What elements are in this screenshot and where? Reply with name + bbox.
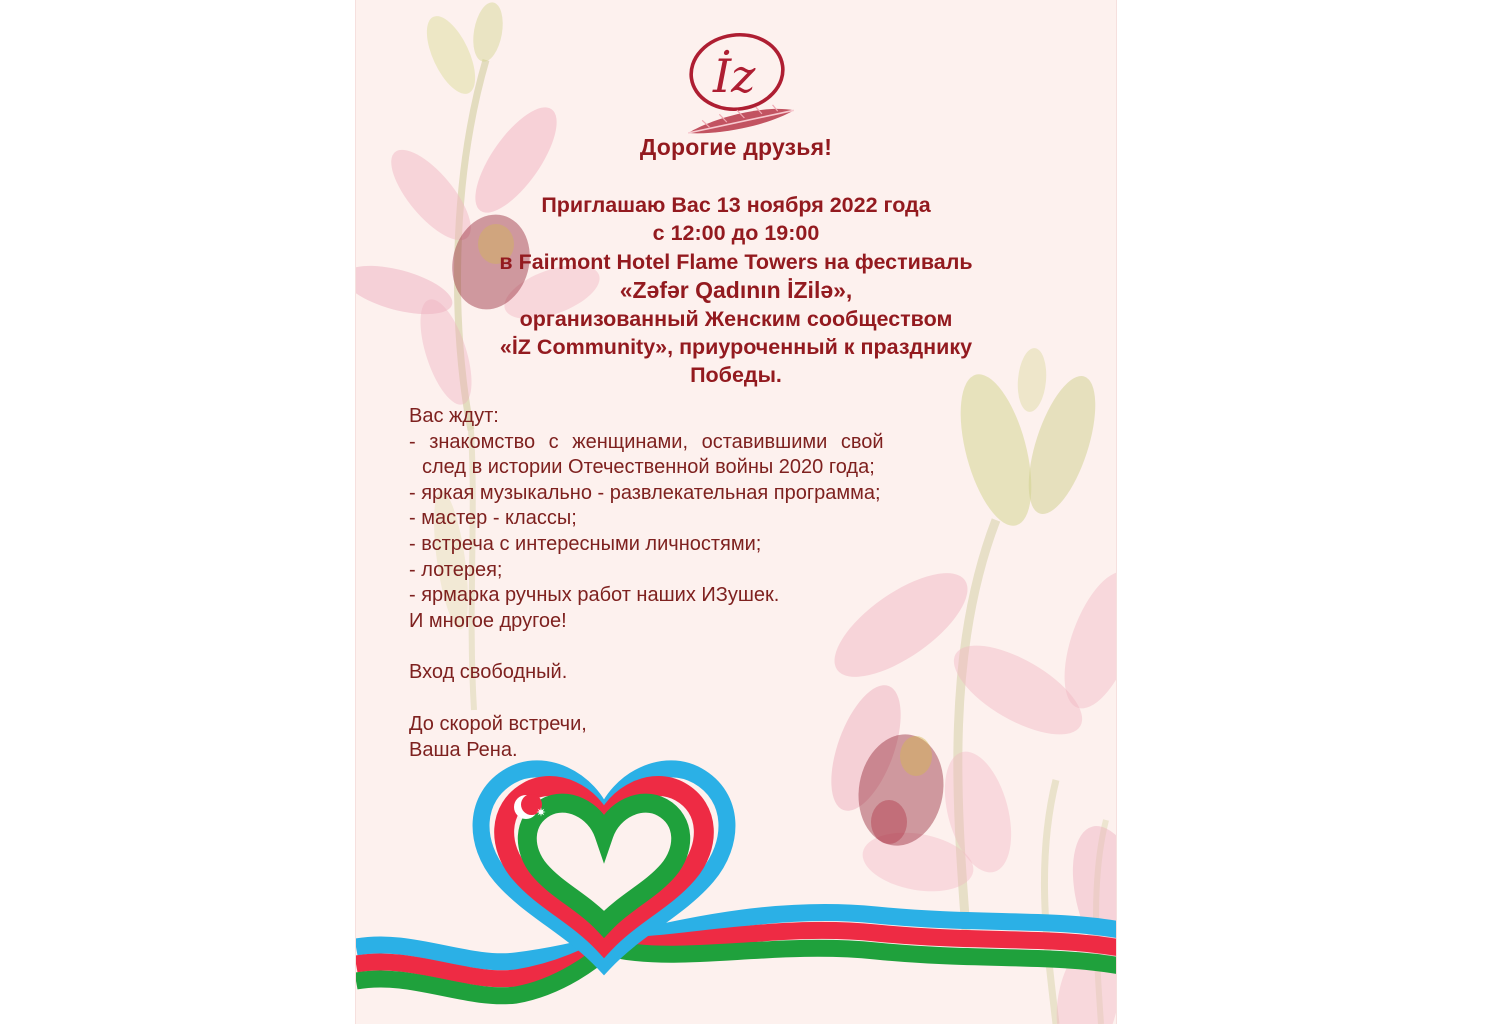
program-item: - лотерея; <box>409 558 503 581</box>
program-item: - ярмарка ручных работ наших ИЗушек. <box>409 584 780 607</box>
iz-logo-monogram: İz <box>713 49 756 103</box>
signature: Ваша Рена. <box>409 738 518 761</box>
iz-logo-feather-icon <box>686 100 796 134</box>
invitation-line: Победы. <box>690 363 782 388</box>
invitation-heading <box>356 191 1116 390</box>
invitation-line: «İZ Community», приуроченный к празднику <box>499 335 973 360</box>
program-block <box>409 404 925 763</box>
program-item-continuation: след в истории Отечественной войны 2020 года; <box>422 456 875 479</box>
greeting-heading: Дорогие друзья! <box>639 134 833 160</box>
program-item: - встреча с интересными личностями; <box>409 532 762 555</box>
admission-note: Вход свободный. <box>409 661 568 684</box>
farewell-block <box>409 712 925 763</box>
iz-logo <box>637 22 837 134</box>
farewell-line: До скорой встречи, <box>409 712 587 735</box>
invitation-card <box>355 0 1117 1024</box>
program-item: - яркая музыкально - развлекательная программа; <box>409 481 881 504</box>
invitation-line: в Fairmont Hotel Flame Towers на фестиваль <box>499 249 973 274</box>
program-item: - знакомство с женщинами, оставившими свой <box>409 430 884 453</box>
bottom-ribbon <box>356 912 1117 995</box>
flag-ribbon-graphic <box>356 755 1117 1024</box>
festival-title: «Zəfər Qadının İZilə», <box>619 277 853 304</box>
invitation-line: с 12:00 до 19:00 <box>652 221 820 246</box>
invitation-line: организованный Женским сообществом <box>519 306 953 331</box>
program-item: - мастер - классы; <box>409 507 577 530</box>
crescent-and-star-icon <box>514 794 546 819</box>
invitation-line: Приглашаю Вас 13 ноября 2022 года <box>541 193 931 217</box>
program-intro: Вас ждут: <box>409 405 499 427</box>
program-outro: И многое другое! <box>409 609 567 632</box>
